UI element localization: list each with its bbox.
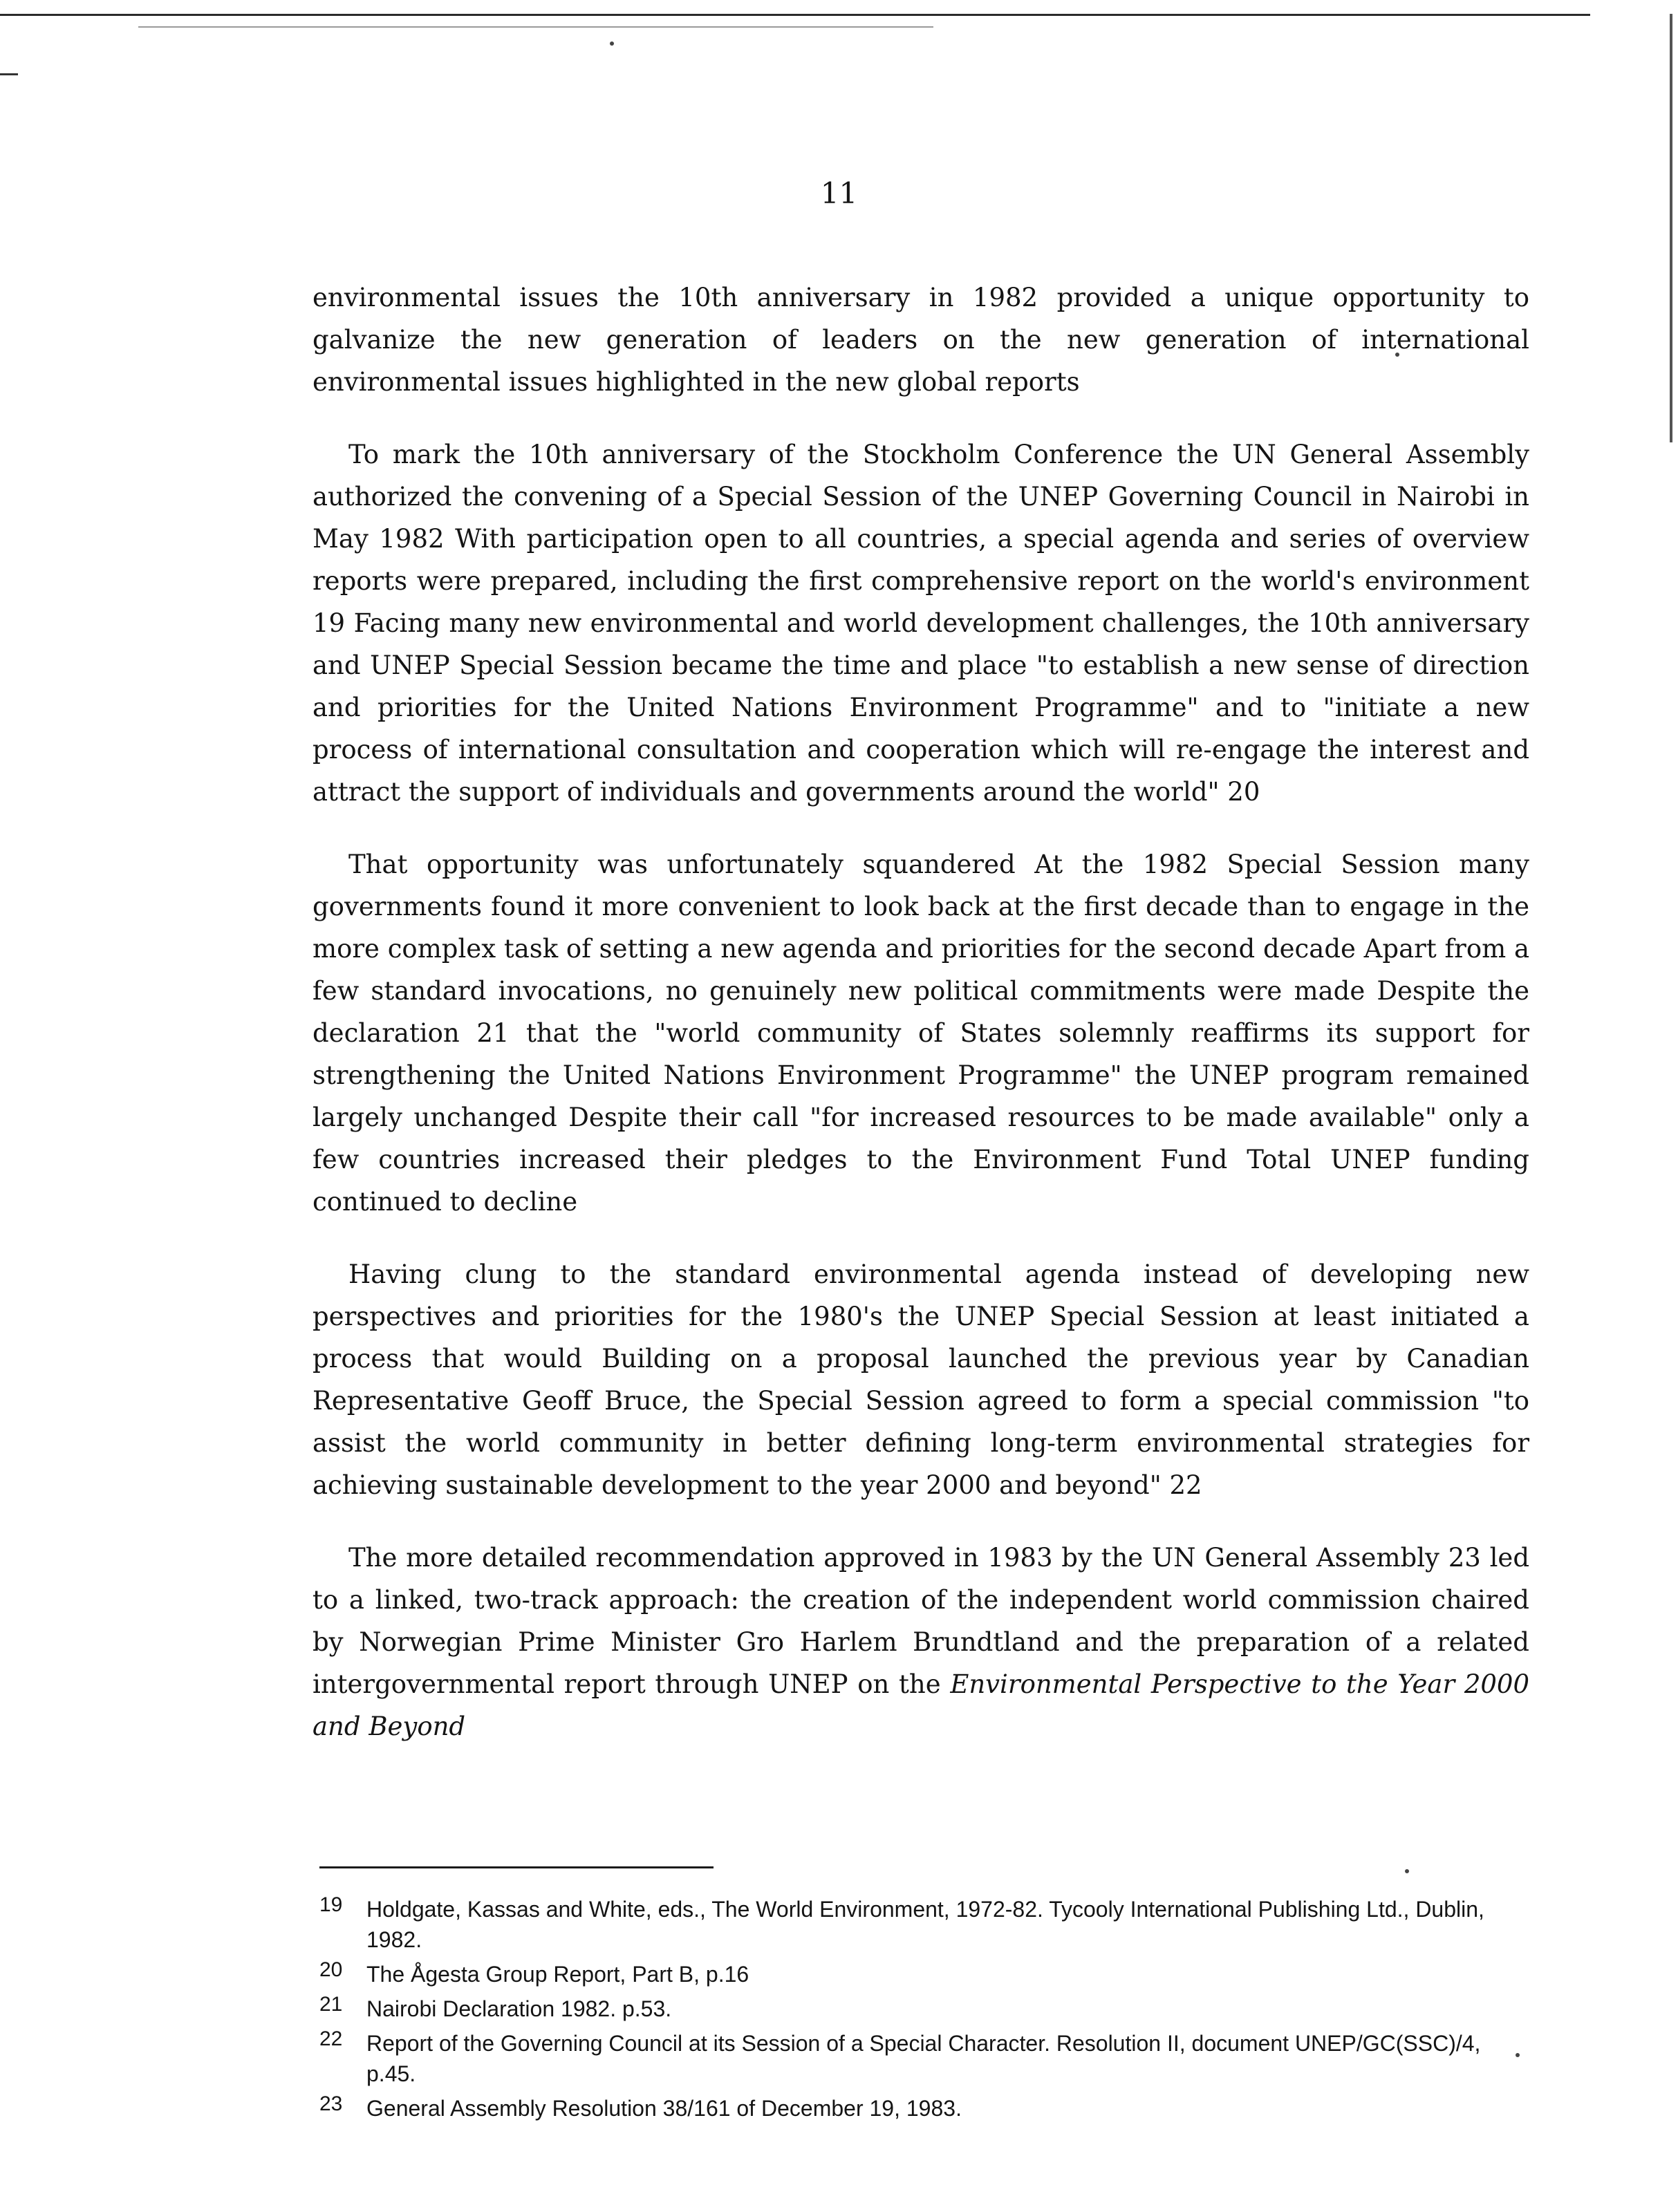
footnote	[319, 2093, 1495, 2124]
scan-edge-line	[138, 26, 933, 28]
paragraph-5	[313, 1537, 1529, 1747]
report-title: Environmental Perspective to the Year 2000 and Beyond	[313, 1669, 1529, 1741]
body-text	[313, 276, 1529, 1778]
footnote-text: Holdgate, Kassas and White, eds., The World Environment, 1972-82. Tycooly International Publishing Ltd., Dublin, 1982.	[366, 1897, 1484, 1952]
paragraph-3: That opportunity was unfortunately squandered At the 1982 Special Session many governments found it more convenient to look back at the first decade than to engage in the more complex task of setting a new agenda and priorities for the second decade Apart from a few standard invocations, no genuinely new political commitments were made Despite the declaration 21 that the "world community of States solemnly reaffirms its support for strengthening the United Nations Environment Programme" the UNEP program remained largely unchanged Despite their call "for increased resources to be made available" only a few countries increased their pledges to the Environment Fund Total UNEP funding continued to decline	[313, 850, 1530, 1217]
page-number: 11	[820, 176, 858, 210]
scan-speck	[610, 41, 614, 46]
footnote-number: 20	[319, 1958, 343, 1981]
scan-mark	[0, 73, 18, 75]
footnote-number: 21	[319, 1993, 343, 2016]
footnote-number: 22	[319, 2027, 343, 2050]
paragraph-4: Having clung to the standard environmental agenda instead of developing new perspectives and priorities for the 1980's the UNEP Special Session at least initiated a process that would Building on a proposal launched the previous year by Canadian Representative Geoff Bruce, the Special Session agreed to form a special commission "to assist the world community in better defining long-term environmental strategies for achieving sustainable development to the year 2000 and beyond" 22	[313, 1259, 1529, 1500]
footnote-text: Nairobi Declaration 1982. p.53.	[366, 1996, 672, 2021]
footnote	[319, 1894, 1495, 1955]
footnote-text: Report of the Governing Council at its Session of a Special Character. Resolution II, document UNEP/GC(SSC)/4, p.45.	[366, 2031, 1481, 2086]
scan-edge-line	[1670, 14, 1672, 442]
footnote	[319, 2028, 1495, 2089]
footnote-number: 19	[319, 1893, 343, 1916]
footnote	[319, 1959, 1495, 1989]
scan-speck	[1516, 2053, 1520, 2057]
paragraph-2: To mark the 10th anniversary of the Stockholm Conference the UN General Assembly authorized the convening of a Special Session of the UNEP Governing Council in Nairobi in May 1982 With participation open to all countries, a special agenda and series of overview reports were prepared, including the first comprehensive report on the world's environment 19 Facing many new environmental and world development challenges, the 10th anniversary and UNEP Special Session became the time and place "to establish a new sense of direction and priorities for the United Nations Environment Programme" and to "initiate a new process of international consultation and cooperation which will re-engage the interest and attract the support of individuals and governments around the world" 20	[313, 440, 1529, 807]
scan-edge-line	[0, 14, 1590, 16]
footnotes	[319, 1894, 1495, 2128]
footnote-text: The Ågesta Group Report, Part B, p.16	[366, 1962, 749, 1987]
scan-speck	[1405, 1869, 1409, 1873]
footnote-text: General Assembly Resolution 38/161 of December 19, 1983.	[366, 2096, 962, 2121]
footnote-rule	[319, 1866, 714, 1868]
paragraph-5-text: The more detailed recommendation approved in 1983 by the UN General Assembly 23 led to a linked, two-track approach: the creation of the independent world commission chaired by Norwegian Prime Minister Gro Harlem Brundtland and the preparation of a related intergovernmental report through UNEP on the	[313, 1543, 1529, 1699]
footnote-number: 23	[319, 2092, 343, 2115]
footnote	[319, 1994, 1495, 2024]
paragraph-1: environmental issues the 10th anniversary in 1982 provided a unique opportunity to galvanize the new generation of leaders on the new generation of international environmental issues highlighted in the new global reports	[313, 283, 1529, 397]
